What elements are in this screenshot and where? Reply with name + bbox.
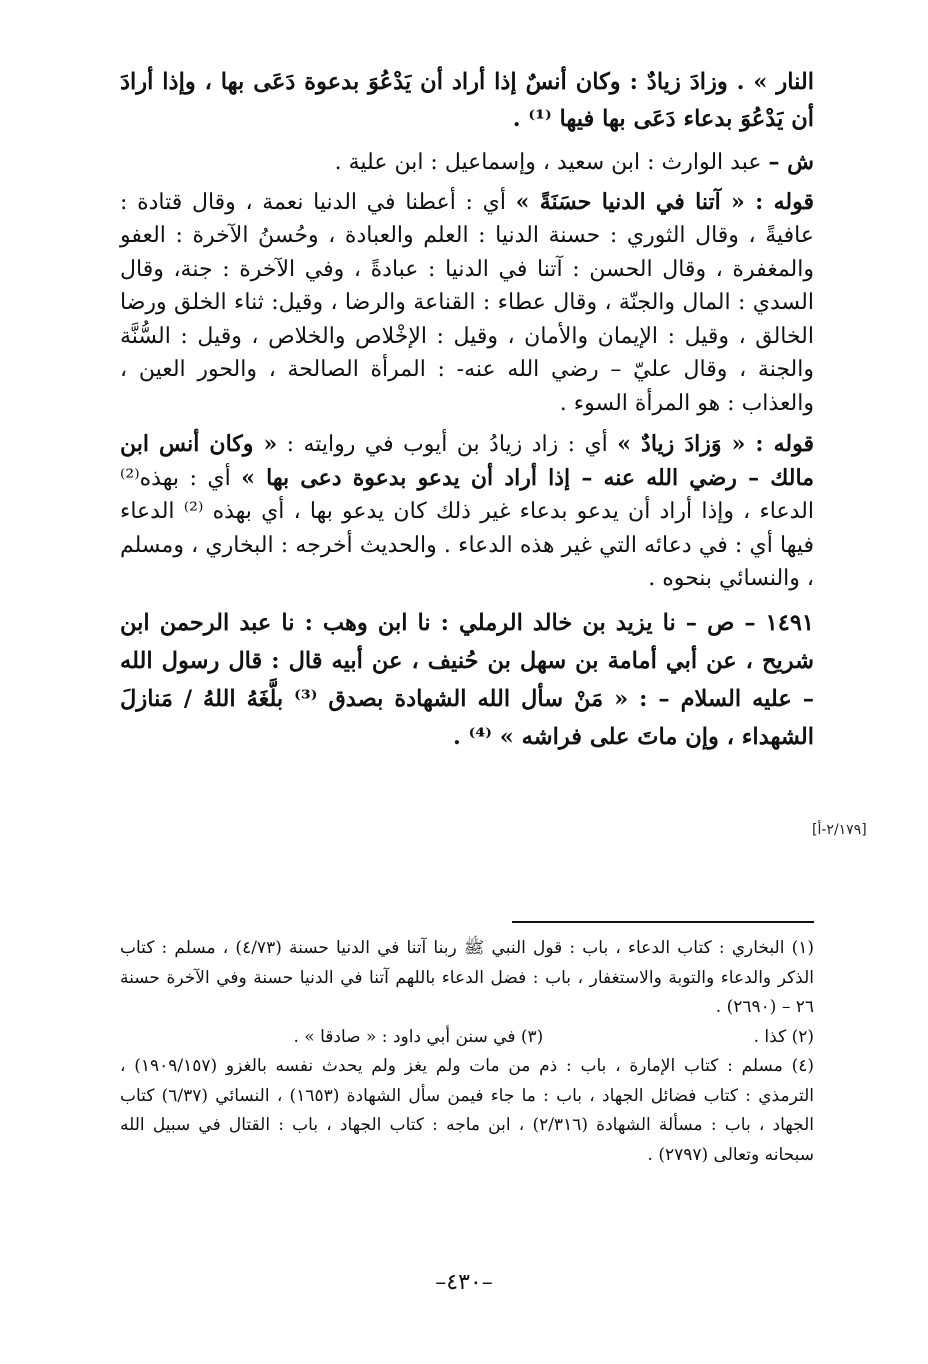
paragraph-sharh-narrators [120,146,814,180]
footnote-1: (١) البخاري : كتاب الدعاء ، باب : قول النبي ﷺ ربنا آتنا في الدنيا حسنة (٤/٧٣) ، مسلم : كتاب الذكر والدعاء والتوبة والاستغفار ، باب : فضل الدعاء باللهم آتنا في الدنيا حسنة وفي الآخرة حسنة ٢٦ – (٢٦٩٠) . [120,938,814,1017]
commentary-text-hasanah: أي : أعطنا في الدنيا نعمة ، وقال قتادة : عافيةً ، وقال الثوري : حسنة الدنيا : العلم والعبادة ، وحُسنُ الآخرة : العفو والمغفرة ، وقال الحسن : آتنا في الدنيا : عبادةً ، وفي الآخرة : جنة، وقال السدي : المال والجنّة ، وقال عطاء : القناعة والرضا ، وقيل: ثناء الخلق ورضا الخالق ، وقيل : الإيمان والأمان ، وقيل : الإخْلاص والخلاص ، وقيل : السُّنَّة والجنة ، وقال عليّ – رضي الله عنه- : المرأة الصالحة ، والحور العين ، والعذاب : هو المرأة السوء . [120,189,814,416]
commentary-lead-ziyad: قوله : « وَزادَ زيادٌ » [617,431,815,457]
paragraph-commentary-ziyad [120,428,814,596]
footnote-3: (٣) في سنن أبي داود : « صادقا » . [293,1026,544,1047]
commentary-text-ziyad: أي : بهذه⁽²⁾ الدعاء ، وإذا أراد أن يدعو بدعاء غير ذلك كان يدعو بها ، أي بهذه ⁽²⁾ الدعاء فيها أي : في دعائه التي غير هذه الدعاء . والحديث أخرجه : البخاري ، ومسلم ، والنسائي بنحوه . [120,465,814,591]
sharh-narrators-text: عبد الوارث : ابن سعيد ، وإسماعيل : ابن علية . [334,150,762,175]
footnotes [120,934,814,1170]
footnote-4: (٤) مسلم : كتاب الإمارة ، باب : ذم من مات ولم يغز ولم يحدث نفسه بالغزو (١٩٠٩/١٥٧) ، الترمذي : كتاب فضائل الجهاد ، باب : ما جاء فيمن سأل الشهادة (١٦٥٣) ، النسائي (٦/٣٧) كتاب الجهاد ، باب : مسألة الشهادة (٢/٣١٦) ، ابن ماجه : كتاب الجهاد ، باب : القتال في سبيل الله سبحانه وتعالى (٢٧٩٧) . [120,1056,814,1165]
footnote-divider [512,921,814,923]
commentary-lead-hasanah: قوله : « آتنا في الدنيا حسَنَةً » [515,188,814,215]
paragraph-hadith-1491: ١٤٩١ – ص – نا يزيد بن خالد الرملي : نا ابن وهب : نا عبد الرحمن ابن شريح ، عن أبي أمامة بن سهل بن حُنيف ، عن أبيه قال : قال رسول الله – عليه السلام – : « مَنْ سأل الله الشهادة بصدق ⁽³⁾ بلَّغَهُ اللهُ / مَنازلَ الشهداء ، وإن ماتَ على فراشه » ⁽⁴⁾ . [120,609,814,750]
commentary-quote-anas: « وكان أنس ابن مالك – رضي الله عنه – إذا أراد أن يدعو بدعوة دعى بها » [120,431,814,491]
page-number: –٤٣٠– [435,1270,493,1295]
paragraph-commentary-hasanah [120,186,814,421]
sharh-marker: ش – [768,149,814,175]
paragraph-hadith-continuation: النار » . وزادَ زيادٌ : وكان أنسٌ إذا أراد أن يَدْعُوَ بدعوة دَعَى بها ، وإذا أرادَ أن يَدْعُوَ بدعاء دَعَى بها فيها ⁽¹⁾ . [120,69,814,132]
footnote-row-2-3 [294,1023,815,1053]
footnote-2: (٢) كذا . [753,1026,814,1047]
manuscript-folio-note: [٢/١٧٩-أ] [812,822,867,838]
main-text [120,64,814,764]
commentary-mid-ziyad: أي : زاد زيادُ بن أيوب في روايته : [286,432,608,457]
